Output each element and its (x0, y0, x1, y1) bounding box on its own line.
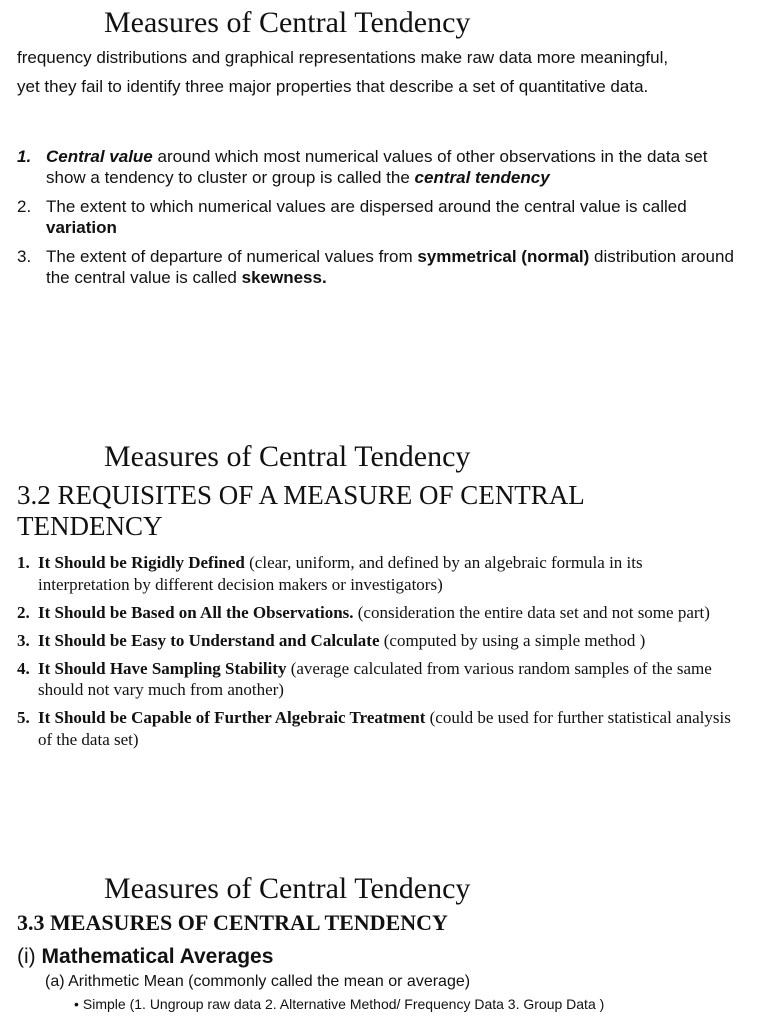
list-item-body: The extent to which numerical values are dispersed around the central value is called (46, 197, 687, 216)
list-item-emphasis: variation (46, 217, 117, 237)
list-number: 3. (17, 247, 32, 266)
section-heading-measures: 3.3 MEASURES OF CENTRAL TENDENCY (17, 910, 448, 935)
list-number: 1. (17, 553, 30, 572)
list-item-body: (clear, uniform, and defined by an algebraic formula in its interpretation by different decision makers or investigators) (38, 553, 643, 594)
slide-3-title: Measures of Central Tendency (104, 872, 471, 905)
list-number: 3. (17, 630, 30, 650)
list-item-text (46, 247, 738, 288)
list-item-text (38, 707, 738, 750)
bullet-text: Simple (1. Ungroup raw data 2. Alternative Method/ Frequency Data 3. Group Data ) (82, 996, 605, 1012)
list-item-text (38, 552, 738, 595)
list-item (17, 630, 738, 652)
requisites-list (0, 552, 768, 750)
slide-2 (0, 440, 768, 757)
list-item (17, 197, 738, 238)
list-item-body: (could be used for further statistical analysis of the data set) (38, 708, 731, 749)
list-item-text (38, 630, 645, 652)
subsection-number: (i) (17, 945, 42, 968)
list-item-body: around which most numerical values of other observations in the data set show a tendency to cluster or group is called the (46, 147, 708, 187)
slide-3 (0, 872, 768, 1013)
subsection-label: Mathematical Averages (41, 945, 274, 968)
bullet-item (0, 995, 768, 1013)
arithmetic-mean-item: (a) Arithmetic Mean (commonly called the mean or average) (45, 973, 471, 990)
list-item (17, 247, 738, 288)
list-item-text (38, 658, 738, 701)
list-item-body-2: distribution around the central value is called (46, 247, 734, 287)
list-item-bold: It Should be Easy to Understand and Calculate (38, 630, 380, 650)
list-item (17, 147, 738, 188)
list-item-bold: It Should be Based on All the Observations. (38, 602, 354, 622)
list-number: 2. (17, 602, 30, 622)
slide-1-title: Measures of Central Tendency (104, 6, 471, 39)
list-number: 2. (17, 197, 32, 216)
intro-paragraph-2: yet they fail to identify three major properties that describe a set of quantitative data. (17, 77, 649, 96)
list-item (17, 602, 738, 624)
list-item-emphasis-2: skewness. (241, 267, 327, 287)
list-item-lead: Central value (46, 147, 153, 166)
list-item-body: (average calculated from various random samples of the same should not vary much from another) (38, 658, 712, 699)
list-item-text (38, 602, 710, 624)
section-heading-requisites: 3.2 REQUISITES OF A MEASURE OF CENTRAL TENDENCY (17, 480, 584, 541)
list-item-text (46, 147, 738, 188)
list-number: 5. (17, 708, 30, 727)
list-number: 1. (17, 147, 32, 166)
list-item (17, 552, 738, 595)
list-item-bold: It Should be Rigidly Defined (38, 553, 245, 572)
list-item-text (46, 197, 738, 238)
list-number: 4. (17, 658, 30, 678)
slide-2-title: Measures of Central Tendency (104, 440, 471, 473)
bullet-icon: • (74, 996, 79, 1012)
list-item-body: (computed by using a simple method ) (379, 630, 646, 650)
properties-list (0, 147, 768, 288)
list-item-bold: It Should be Capable of Further Algebraic Treatment (38, 708, 426, 727)
subsection-heading (0, 944, 768, 969)
list-item-emphasis: central tendency (414, 167, 550, 187)
list-item-bold: It Should Have Sampling Stability (38, 658, 287, 678)
list-item (17, 707, 738, 750)
list-item (17, 658, 738, 701)
slide-1 (0, 6, 768, 297)
list-item-body: (consideration the entire data set and not some part) (353, 602, 710, 622)
list-item-body: The extent of departure of numerical values from (46, 247, 418, 266)
intro-paragraph-1: frequency distributions and graphical representations make raw data more meaningful, (17, 48, 669, 67)
list-item-emphasis: symmetrical (normal) (417, 247, 590, 266)
